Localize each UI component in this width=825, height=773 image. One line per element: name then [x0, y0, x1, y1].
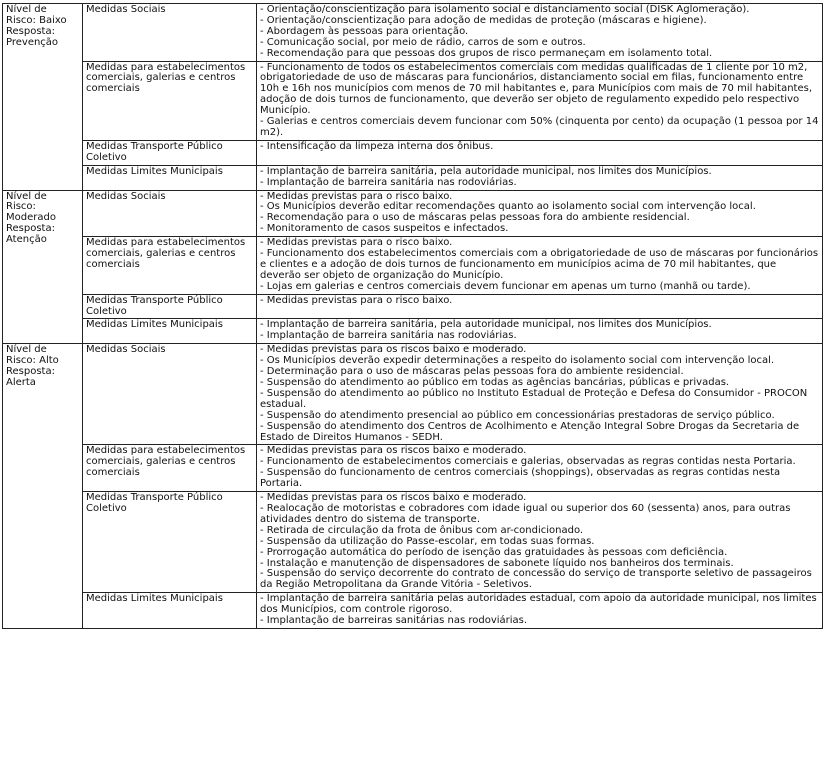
risk-level-cell: Nível de Risco: Baixo Resposta: Prevenção	[3, 4, 83, 191]
risk-measures-document	[2, 3, 822, 629]
measure-item: - Determinação para o uso de máscaras pelas pessoas fora do ambiente residencial.	[260, 366, 684, 378]
measure-items-cell	[257, 237, 823, 295]
measure-item: - Suspensão do atendimento ao público no Instituto Estadual de Proteção e Defesa do Consumidor - PROCON estadual.	[260, 387, 808, 410]
measure-item: - Implantação de barreira sanitária, pela autoridade municipal, nos limites dos Municípios.	[260, 319, 712, 331]
measure-items-cell	[257, 445, 823, 492]
measure-type-cell: Medidas para estabelecimentos comerciais, galerias e centros comerciais	[83, 445, 257, 492]
measure-type-cell: Medidas Sociais	[83, 344, 257, 445]
measure-item: - Galerias e centros comerciais devem funcionar com 50% (cinquenta por cento) da ocupação (1 pessoa por 14 m2).	[260, 116, 819, 138]
measure-item: - Implantação de barreira sanitária, pela autoridade municipal, nos limites dos Municípios.	[260, 165, 712, 177]
measure-type-cell: Medidas Transporte Público Coletivo	[83, 492, 257, 593]
measure-items-cell	[257, 4, 823, 62]
measure-item: - Intensificação da limpeza interna dos ônibus.	[260, 140, 494, 152]
measure-item: - Medidas previstas para o risco baixo.	[260, 237, 453, 249]
measure-item: - Suspensão do atendimento presencial ao público em concessionárias prestadoras de serviço público.	[260, 409, 775, 421]
measure-item: - Suspensão do atendimento dos Centros de Acolhimento e Atenção Integral Sobre Drogas da Secretaria de Estado de Direitos Humanos - SEDH.	[260, 420, 800, 443]
measure-item: - Implantação de barreira sanitária nas rodoviárias.	[260, 176, 517, 188]
measure-items-cell	[257, 294, 823, 319]
measure-item: - Instalação e manutenção de dispensadores de sabonete líquido nos banheiros dos terminais.	[260, 557, 734, 569]
measure-item: - Suspensão do atendimento ao público em todas as agências bancárias, públicas e privadas.	[260, 377, 730, 388]
measure-item: - Medidas previstas para os riscos baixo e moderado.	[260, 344, 527, 356]
measure-item: - Medidas previstas para o risco baixo.	[260, 190, 453, 202]
measure-item: - Medidas previstas para os riscos baixo e moderado.	[260, 492, 527, 504]
measure-item: - Implantação de barreira sanitária nas rodoviárias.	[260, 330, 517, 342]
table-row	[3, 319, 823, 344]
measure-item: - Funcionamento de estabelecimentos comerciais e galerias, observadas as regras contidas nesta Portaria.	[260, 456, 796, 468]
table-row	[3, 165, 823, 190]
measure-items-cell	[257, 344, 823, 445]
risk-measures-table-body	[3, 4, 823, 629]
measure-type-cell: Medidas Sociais	[83, 4, 257, 62]
table-row	[3, 61, 823, 140]
table-row	[3, 140, 823, 165]
table-row	[3, 237, 823, 295]
measure-item: - Comunicação social, por meio de rádio, carros de som e outros.	[260, 36, 586, 48]
measure-item: - Funcionamento dos estabelecimentos comerciais com a obrigatoriedade de uso de máscaras por funcionários e clientes e a adoção de dois turnos de funcionamento em municípios acima de 70 mil habitantes, que deverão ser objeto de organização do Município.	[260, 248, 819, 281]
risk-level-cell: Nível de Risco: Alto Resposta: Alerta	[3, 344, 83, 629]
measure-type-cell: Medidas Limites Municipais	[83, 593, 257, 629]
measure-item: - Implantação de barreira sanitária pelas autoridades estadual, com apoio da autoridade municipal, nos limites dos Municípios, com controle rigoroso.	[260, 593, 817, 616]
measure-type-cell: Medidas Transporte Público Coletivo	[83, 294, 257, 319]
measure-item: - Suspensão da utilização do Passe-escolar, em todas suas formas.	[260, 535, 595, 547]
measure-items-cell	[257, 61, 823, 140]
table-row	[3, 4, 823, 62]
measure-items-cell	[257, 140, 823, 165]
measure-type-cell: Medidas para estabelecimentos comerciais, galerias e centros comerciais	[83, 61, 257, 140]
measure-item: - Prorrogação automática do período de isenção das gratuidades às pessoas com deficiência.	[260, 546, 728, 558]
measure-item: - Os Municípios deverão expedir determinações a respeito do isolamento social com intervenção local.	[260, 355, 775, 367]
table-row	[3, 294, 823, 319]
measure-items-cell	[257, 319, 823, 344]
measure-item: - Realocação de motoristas e cobradores com idade igual ou superior dos 60 (sessenta) anos, para outras atividades dentro do sistema de transporte.	[260, 502, 791, 525]
table-row	[3, 190, 823, 237]
measure-item: - Recomendação para que pessoas dos grupos de risco permaneçam em isolamento total.	[260, 47, 713, 59]
measure-type-cell: Medidas Transporte Público Coletivo	[83, 140, 257, 165]
risk-measures-table	[2, 3, 823, 629]
measure-item: - Suspensão do funcionamento de centros comerciais (shoppings), observadas as regras contidas nesta Portaria.	[260, 467, 781, 490]
measure-item: - Medidas previstas para os riscos baixo e moderado.	[260, 445, 527, 457]
table-row	[3, 492, 823, 593]
measure-type-cell: Medidas Limites Municipais	[83, 319, 257, 344]
measure-items-cell	[257, 190, 823, 237]
measure-type-cell: Medidas Sociais	[83, 190, 257, 237]
measure-items-cell	[257, 593, 823, 629]
table-row	[3, 593, 823, 629]
measure-item: - Monitoramento de casos suspeitos e infectados.	[260, 223, 509, 235]
measure-item: - Recomendação para o uso de máscaras pelas pessoas fora do ambiente residencial.	[260, 212, 690, 224]
risk-level-cell: Nível de Risco: Moderado Resposta: Atenção	[3, 190, 83, 344]
measure-item: - Suspensão do serviço decorrente do contrato de concessão do serviço de transporte seletivo de passageiros da Região Metropolitana da Grande Vitória - Seletivos.	[260, 568, 812, 591]
measure-item: - Abordagem às pessoas para orientação.	[260, 25, 469, 37]
measure-items-cell	[257, 165, 823, 190]
measure-items-cell	[257, 492, 823, 593]
measure-item: - Os Municípios deverão editar recomendações quanto ao isolamento social com intervenção local.	[260, 201, 756, 213]
measure-type-cell: Medidas Limites Municipais	[83, 165, 257, 190]
measure-item: - Orientação/conscientização para adoção de medidas de proteção (máscaras e higiene).	[260, 14, 707, 26]
measure-item: - Orientação/conscientização para isolamento social e distanciamento social (DISK Aglomeração).	[260, 4, 750, 15]
measure-item: - Retirada de circulação da frota de ônibus com ar-condicionado.	[260, 524, 584, 536]
table-row	[3, 344, 823, 445]
table-row	[3, 445, 823, 492]
measure-item: - Medidas previstas para o risco baixo.	[260, 294, 453, 306]
measure-type-cell: Medidas para estabelecimentos comerciais, galerias e centros comerciais	[83, 237, 257, 295]
measure-item: - Funcionamento de todos os estabelecimentos comerciais com medidas qualificadas de 1 cliente por 10 m2, obrigatoriedade de uso de máscaras para funcionários, distanciamento social em filas, funcionamento entre 10h e 16h nos municípios com menos de 70 mil habitantes e, para Municípios com mais de 70 mil habitantes, adoção de dois turnos de funcionamento, que deverão ser objeto de regulamento expedido pelo respectivo Município.	[260, 61, 813, 117]
measure-item: - Lojas em galerias e centros comerciais devem funcionar em apenas um turno (manhã ou tarde).	[260, 280, 751, 292]
measure-item: - Implantação de barreiras sanitárias nas rodoviárias.	[260, 615, 528, 627]
